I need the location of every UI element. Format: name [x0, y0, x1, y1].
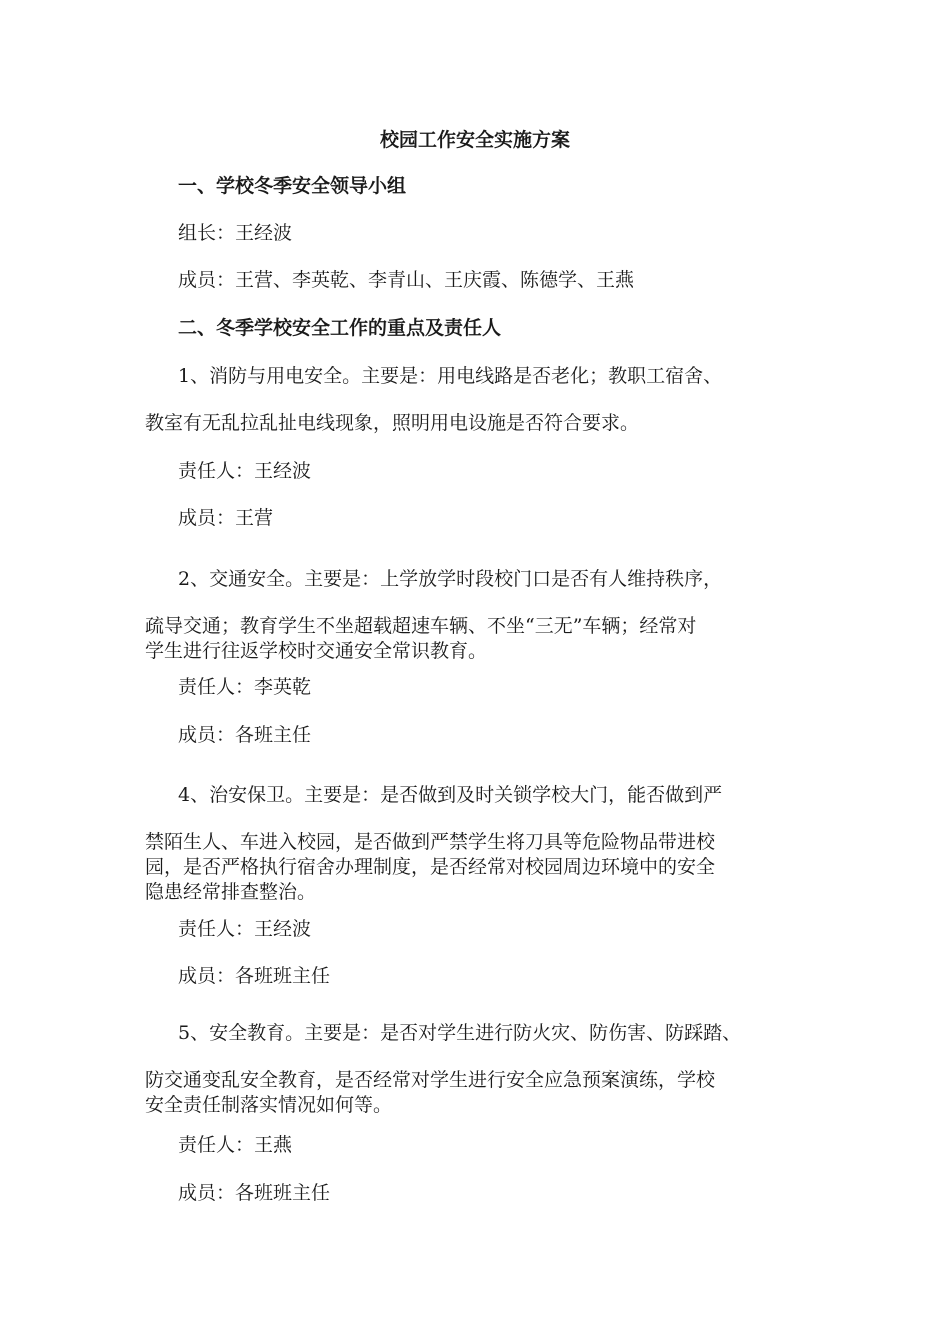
item-responsible: 责任人：王经波 — [178, 918, 312, 940]
item-rest-line: 园，是否严格执行宿舍办理制度，是否经常对校园周边环境中的安全 — [145, 856, 716, 878]
item-first-line: 1、消防与用电安全。主要是：用电线路是否老化；教职工宿舍、 — [178, 365, 723, 387]
item-members: 成员：各班班主任 — [178, 965, 331, 987]
document-title: 校园工作安全实施方案 — [379, 129, 570, 151]
item-rest-line: 隐患经常排查整治。 — [145, 881, 317, 903]
item-rest-line: 防交通变乱安全教育，是否经常对学生进行安全应急预案演练，学校 — [145, 1069, 716, 1091]
item-first-line: 2、交通安全。主要是：上学放学时段校门口是否有人维持秩序， — [178, 568, 723, 590]
group-members: 成员：王营、李英乾、李青山、王庆霞、陈德学、王燕 — [178, 269, 635, 291]
item-members: 成员：王营 — [178, 507, 274, 529]
group-leader: 组长：王经波 — [178, 222, 293, 244]
item-traffic — [145, 567, 835, 664]
section1-heading: 一、学校冬季安全领导小组 — [178, 175, 407, 197]
item-members: 成员：各班班主任 — [178, 1182, 331, 1204]
item-responsible: 责任人：王燕 — [178, 1134, 293, 1156]
item-fire-electric — [145, 364, 835, 436]
item-rest-line: 学生进行往返学校时交通安全常识教育。 — [145, 640, 488, 662]
item-members: 成员：各班主任 — [178, 724, 312, 746]
item-education — [145, 1021, 835, 1118]
item-first-line: 5、安全教育。主要是：是否对学生进行防火灾、防伤害、防踩踏、 — [178, 1022, 742, 1044]
item-rest-line: 教室有无乱拉乱扯电线现象，照明用电设施是否符合要求。 — [145, 412, 640, 434]
item-rest-line: 安全责任制落实情况如何等。 — [145, 1094, 393, 1116]
item-rest-line: 禁陌生人、车进入校园，是否做到严禁学生将刀具等危险物品带进校 — [145, 831, 716, 853]
item-rest-line: 疏导交通；教育学生不坐超载超速车辆、不坐“三无”车辆；经常对 — [145, 615, 697, 637]
item-security — [145, 783, 835, 905]
item-responsible: 责任人：李英乾 — [178, 676, 312, 698]
section2-heading: 二、冬季学校安全工作的重点及责任人 — [178, 317, 502, 339]
item-first-line: 4、治安保卫。主要是：是否做到及时关锁学校大门，能否做到严 — [178, 784, 723, 806]
item-responsible: 责任人：王经波 — [178, 460, 312, 482]
